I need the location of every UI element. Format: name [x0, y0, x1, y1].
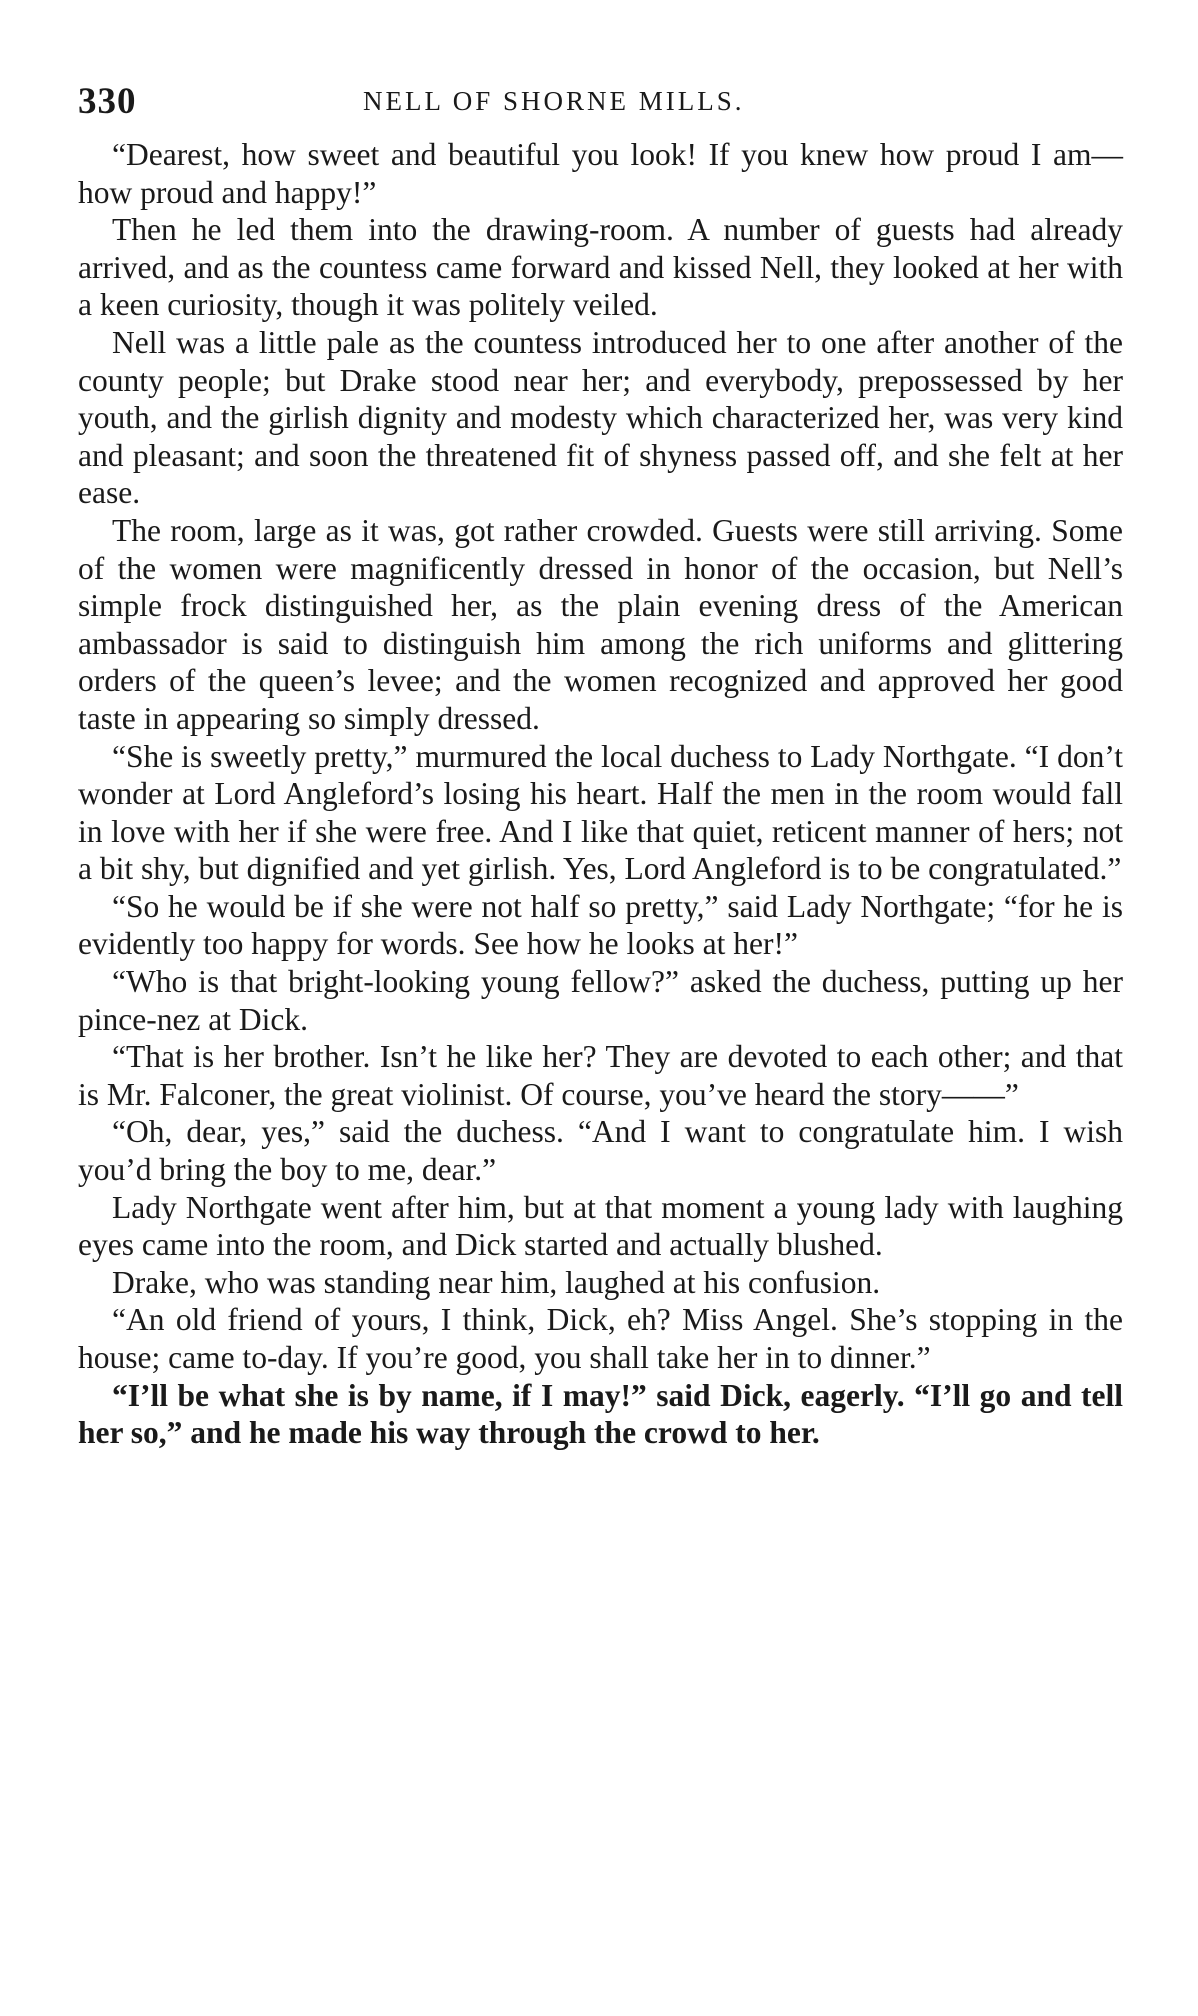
paragraph: “That is her brother. Isn’t he like her? They are devoted to each other; and that is Mr. Falconer, the great violinist. Of course, you’ve heard the story——” — [78, 1039, 1123, 1112]
paragraph: Nell was a little pale as the countess introduced her to one after another of the county people; but Drake stood near her; and everybody, prepossessed by her youth, and the girlish dignity and modesty which characterized her, was very kind and pleasant; and soon the threatened fit of shyness passed off, and she felt at her ease. — [78, 324, 1123, 511]
paragraph: Lady Northgate went after him, but at that moment a young lady with laughing eyes came into the room, and Dick started and actually blushed. — [78, 1189, 1123, 1263]
paragraph: “She is sweetly pretty,” murmured the local duchess to Lady Northgate. “I don’t wonder at Lord Angleford’s losing his heart. Half the men in the room would fall in love with her if she were free. And I like that quiet, reticent manner of hers; not a bit shy, but dignified and yet girlish. Yes, Lord Angleford is to be congratulated.” — [78, 738, 1123, 887]
paragraph: Drake, who was standing near him, laughed at his confusion. — [112, 1264, 881, 1300]
running-title: NELL OF SHORNE MILLS. — [363, 86, 745, 116]
paragraph: Then he led them into the drawing-room. A number of guests had already arrived, and as the countess came forward and kissed Nell, they looked at her with a keen curiosity, though it was politely veiled. — [78, 212, 1123, 323]
paragraph: “So he would be if she were not half so pretty,” said Lady Northgate; “for he is evidently too happy for words. See how he looks at her!” — [78, 888, 1123, 962]
page-number: 330 — [78, 81, 137, 122]
paragraph: The room, large as it was, got rather crowded. Guests were still arriving. Some of the women were magnificently dressed in honor of the occasion, but Nell’s simple frock distinguished her, as the plain evening dress of the American ambassador is said to distinguish him among the rich uniforms and glittering orders of the queen’s levee; and the women recognized and approved her good taste in appearing so simply dressed. — [78, 512, 1123, 736]
paragraph: “I’ll be what she is by name, if I may!” said Dick, eagerly. “I’ll go and tell her so,” and he made his way through the crowd to her. — [78, 1377, 1123, 1451]
paragraph: “An old friend of yours, I think, Dick, eh? Miss Angel. She’s stopping in the house; came to-day. If you’re good, you shall take her in to dinner.” — [78, 1302, 1123, 1375]
paragraph: “Dearest, how sweet and beautiful you look! If you knew how proud I am—how proud and happy!” — [78, 137, 1123, 210]
body-text — [78, 136, 1123, 1452]
paragraph: “Who is that bright-looking young fellow?” asked the duchess, putting up her pince-nez at Dick. — [78, 964, 1123, 1037]
book-page — [78, 80, 1123, 1452]
page-header — [78, 80, 1123, 132]
paragraph: “Oh, dear, yes,” said the duchess. “And I want to congratulate him. I wish you’d bring the boy to me, dear.” — [78, 1114, 1123, 1188]
